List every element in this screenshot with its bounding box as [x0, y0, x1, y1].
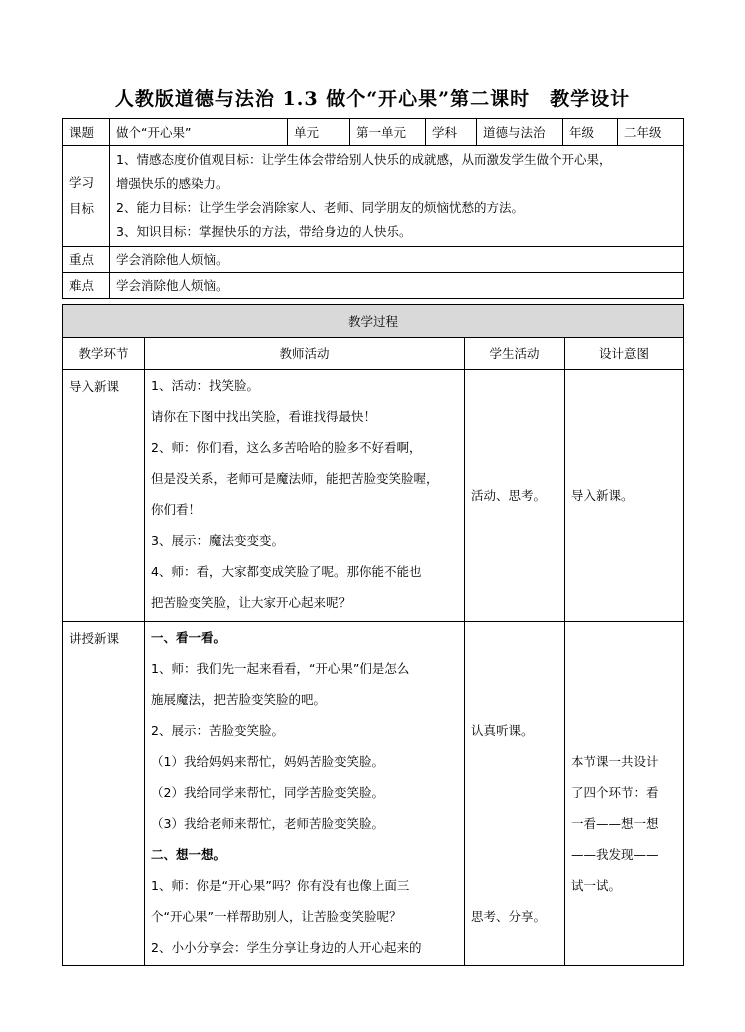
unit-value: 第一单元 — [350, 119, 426, 146]
teacher-line: 施展魔法，把苦脸变笑脸的吧。 — [151, 692, 327, 707]
label-goals-line2: 目标 — [69, 201, 95, 216]
teacher-line: （1）我给妈妈来帮忙，妈妈苦脸变笑脸。 — [151, 754, 384, 769]
teacher-line: （3）我给老师来帮忙，老师苦脸变笑脸。 — [151, 816, 384, 831]
label-goals-line1: 学习 — [69, 175, 95, 190]
intent-line: ——我发现—— — [571, 847, 659, 862]
goal-line: 增强快乐的感染力。 — [116, 176, 229, 191]
info-table — [62, 118, 684, 299]
label-subject: 学科 — [426, 119, 477, 146]
teacher-intro — [145, 370, 465, 622]
stage-intro: 导入新课 — [63, 370, 145, 622]
teacher-line: （2）我给同学来帮忙，同学苦脸变笑脸。 — [151, 785, 384, 800]
teacher-line: 2、师：你们看，这么多苦哈哈的脸多不好看啊， — [151, 440, 422, 455]
section-heading: 一、看一看。 — [151, 630, 227, 645]
difficulty-value: 学会消除他人烦恼。 — [110, 273, 684, 299]
process-table — [62, 304, 684, 966]
goal-line: 2、能力目标：让学生学会消除家人、老师、同学朋友的烦恼忧愁的方法。 — [116, 200, 524, 215]
goal-line: 3、知识目标：掌握快乐的方法，带给身边的人快乐。 — [116, 224, 412, 239]
teacher-line: 你们看！ — [151, 502, 202, 517]
teacher-new — [145, 622, 465, 966]
teacher-line: 个“开心果”一样帮助别人，让苦脸变笑脸呢？ — [151, 909, 402, 924]
label-unit: 单元 — [288, 119, 350, 146]
teacher-line: 2、小小分享会：学生分享让身边的人开心起来的 — [151, 940, 422, 955]
teacher-line: 4、师：看，大家都变成笑脸了呢。那你能不能也 — [151, 564, 422, 579]
label-goals — [63, 146, 110, 247]
teacher-line: 1、师：我们先一起来看看，“开心果”们是怎么 — [151, 661, 410, 676]
intent-line: 了四个环节：看 — [571, 785, 659, 800]
teacher-line: 但是没关系，老师可是魔法师，能把苦脸变笑脸喔， — [151, 471, 439, 486]
teacher-line: 1、活动：找笑脸。 — [151, 378, 259, 393]
intent-line: 试一试。 — [571, 878, 622, 893]
section-heading: 二、想一想。 — [151, 847, 227, 862]
label-grade: 年级 — [563, 119, 618, 146]
intent-line: 本节课一共设计 — [571, 754, 659, 769]
student-line: 思考、分享。 — [471, 909, 547, 924]
label-difficulty: 难点 — [63, 273, 110, 299]
student-intro: 活动、思考。 — [465, 370, 565, 622]
label-topic: 课题 — [63, 119, 110, 146]
label-key: 重点 — [63, 247, 110, 273]
col-intent: 设计意图 — [565, 338, 684, 370]
intent-new — [565, 622, 684, 966]
key-value: 学会消除他人烦恼。 — [110, 247, 684, 273]
grade-value: 二年级 — [618, 119, 684, 146]
page-title: 人教版道德与法治 1.3 做个“开心果”第二课时 教学设计 — [114, 88, 631, 110]
student-line: 认真听课。 — [471, 723, 534, 738]
teacher-line: 1、师：你是“开心果”吗？你有没有也像上面三 — [151, 878, 410, 893]
col-teacher: 教师活动 — [145, 338, 465, 370]
goals-content — [110, 146, 684, 247]
teacher-line: 请你在下图中找出笑脸，看谁找得最快！ — [151, 409, 377, 424]
subject-value: 道德与法治 — [477, 119, 563, 146]
intent-intro: 导入新课。 — [565, 370, 684, 622]
intent-line: 一看——想一想 — [571, 816, 659, 831]
teacher-line: 3、展示：魔法变变变。 — [151, 533, 284, 548]
col-stage: 教学环节 — [63, 338, 145, 370]
goal-line: 1、情感态度价值观目标：让学生体会带给别人快乐的成就感，从而激发学生做个开心果， — [116, 152, 612, 167]
teacher-line: 把苦脸变笑脸，让大家开心起来呢？ — [151, 595, 352, 610]
teacher-line: 2、展示：苦脸变笑脸。 — [151, 723, 284, 738]
topic-value: 做个“开心果” — [110, 119, 288, 146]
col-student: 学生活动 — [465, 338, 565, 370]
stage-new: 讲授新课 — [63, 622, 145, 966]
student-new — [465, 622, 565, 966]
process-header: 教学过程 — [63, 305, 684, 338]
